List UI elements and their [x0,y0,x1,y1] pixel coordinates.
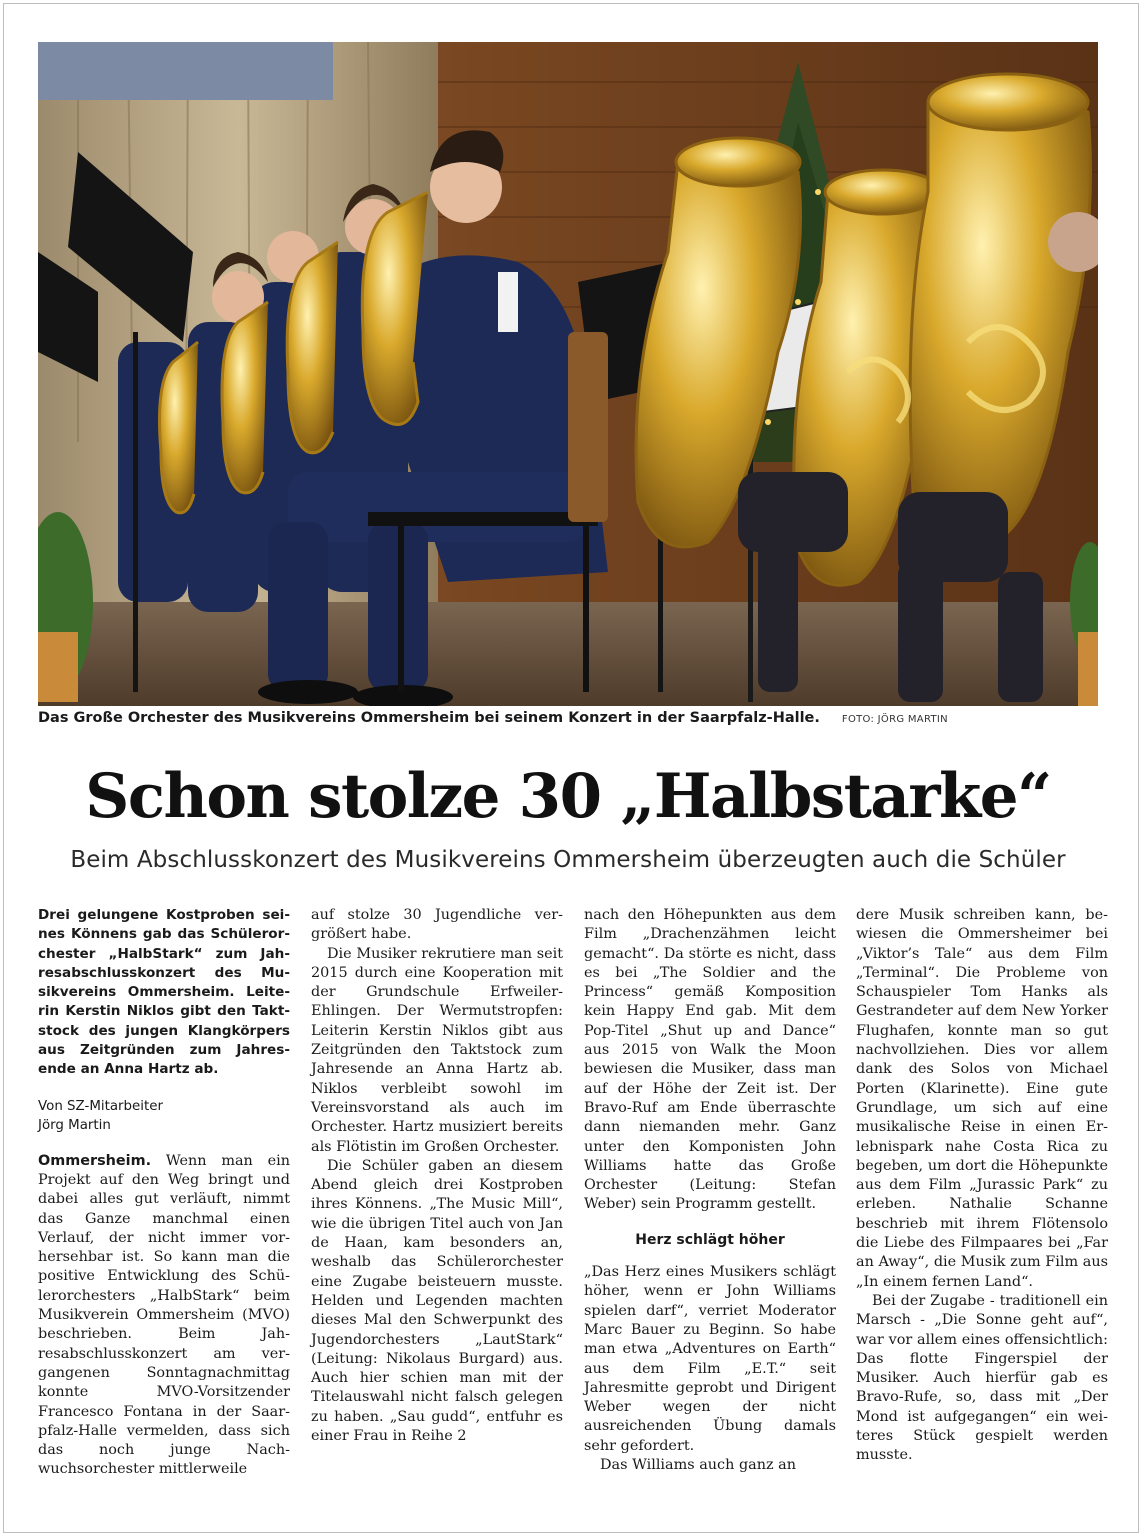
subheadline: Beim Abschlusskonzert des Musikvereins Ommersheim überzeugten auch die Schüler [70,847,1066,873]
body-paragraph [38,1152,290,1480]
photo-caption [38,710,1098,732]
column-3 [584,906,836,1475]
column-2 [311,906,563,1446]
photo-credit: FOTO: JÖRG MARTIN [841,714,948,725]
orchestra-photo [38,42,1098,706]
body-paragraph-6: Bei der Zugabe - traditionell ein Marsch - „Die Sonne geht auf“, war vor allem eines offensichtlich: Das flotte Fingerspiel der Musiker. Auch hierfür gab es Bravo-Rufe, so, dass mit „Der Mond ist aufgegangen“ ein weiteres Stück gespielt werden musste. [856,1292,1108,1464]
caption-text: Das Große Orchester des Musikvereins Ommersheim bei seinem Konzert in der Saarpfalz-Halle. [38,710,820,726]
body-paragraph-5-continued: dere Musik schreiben kann, bewiesen die Ommersheimer bei „Viktor’s Tale“ aus dem Film „Terminal“. Die Probleme von Schauspieler Tom Hanks als Gestrandeter auf dem New Yorker Flughafen, konnte man so gut nachvollziehen. Dies vor allem dank des Solos von Michael Porten (Klarinette). Eine gute Grundlage, um sich auf eine musikalische Reise in einen Erlebnispark nahe Costa Rica zu begeben, um dort die Höhepunkte aus dem Film „Jurassic Park“ zu erleben. Nathalie Schanne beschrieb mit ihrem Flötensolo die Liebe des Filmpaares bei „Far an Away“, die Musik zum Film aus „In einem fernen Land“. [856,907,1108,1290]
body-paragraph-4: „Das Herz eines Musikers schlägt höher, wenn er John Williams spielen darf“, verriet Moderator Marc Bauer zu Beginn. So habe man etwa „Adventures on Earth“ aus dem Film „E.T.“ seit Jahresmitte geprobt und Dirigent Weber wegen der nicht ausreichenden Übung damals sehr gefordert. [584,1264,836,1454]
byline-line-2: Jörg Martin [38,1117,111,1133]
article-photo [38,42,1098,706]
headline: Schon stolze 30 „Halbstarke“ [85,761,1051,832]
column-1 [38,906,290,1480]
section-subheading: Herz schlägt höher [635,1231,785,1248]
body-paragraph-3-continued: nach den Höhepunkten aus dem Film „Drachenzähmen leicht gemacht“. Da störte es nicht, dass es bei „The Soldier and the Princess“ gemäß Komposition kein Happy End gab. Mit dem Pop-Titel „Shut up and Dance“ aus 2015 von Walk the Moon bewiesen die Musiker, dass man auf der Höhe der Zeit ist. Der Bravo-Ruf am Ende überraschte dann niemanden mehr. Ganz unter den Komponisten John Williams hatte das Große Orchester (Leitung: Stefan Weber) sein Programm gestellt. [584,907,836,1213]
body-paragraph-1-continued: auf stolze 30 Jugendliche vergrößert habe. [311,907,563,943]
body-paragraph-1: Wenn man ein Projekt auf den Weg bringt und dabei alles gut verläuft, nimmt das Ganze manchmal einen Verlauf, der nicht immer vorhersehbar ist. So kann man die positive Entwicklung des Schülerorchesters „HalbStark“ beim Musikverein Ommersheim (MVO) beschrieben. Beim Jahresabschlusskonzert am vergangenen Sonntagnachmittag konnte MVO-Vorsitzender Francesco Fontana in der Saarpfalz-Halle vermelden, dass sich das noch junge Nachwuchsorchester mittlerweile [38,1152,291,1478]
lead-paragraph: Drei gelungene Kostproben seines Könnens gab das Schülerorchester „HalbStark“ zum Jahresabschlusskonzert des Musikvereins Ommersheim. Leiterin Kerstin Niklos gibt den Taktstock des jungen Klangkörpers aus Zeitgründen zum Jahresende an Anna Hartz ab. [38,907,290,1078]
column-4 [856,906,1108,1466]
body-paragraph-3: Die Schüler gaben an diesem Abend gleich drei Kostproben ihres Könnens. „The Music Mill“, wie die übrigen Titel auch von Jan de Haan, kam besonders an, weshalb das Schülerorchester eine Zugabe beisteuern musste. Helden und Legenden machten dieses Mal den Schwerpunkt des Jugendorchesters „LautStark“ (Leitung: Nikolaus Burgard) aus. Auch hier schien man mit der Titelauswahl nicht falsch gelegen zu haben. „Sau gudd“, entfuhr es einer Frau in Reihe 2 [311,1157,563,1445]
body-paragraph-5-start: Das Williams auch ganz an [600,1457,797,1474]
dateline: Ommersheim. [38,1152,152,1169]
body-paragraph-2: Die Musiker rekrutiere man seit 2015 durch eine Kooperation mit der Grundschule Erfweiler-Ehlingen. Der Wermutstropfen: Leiterin Kerstin Niklos gibt aus Zeitgründen den Taktstock zum Jahresende an Anna Hartz ab. Niklos verbleibt sowohl im Vereinsvorstand als auch im Orchester. Hartz musiziert bereits als Flötistin im Großen Orchester. [311,945,563,1155]
byline [38,1097,290,1135]
byline-line-1: Von SZ-Mitarbeiter [38,1098,164,1114]
